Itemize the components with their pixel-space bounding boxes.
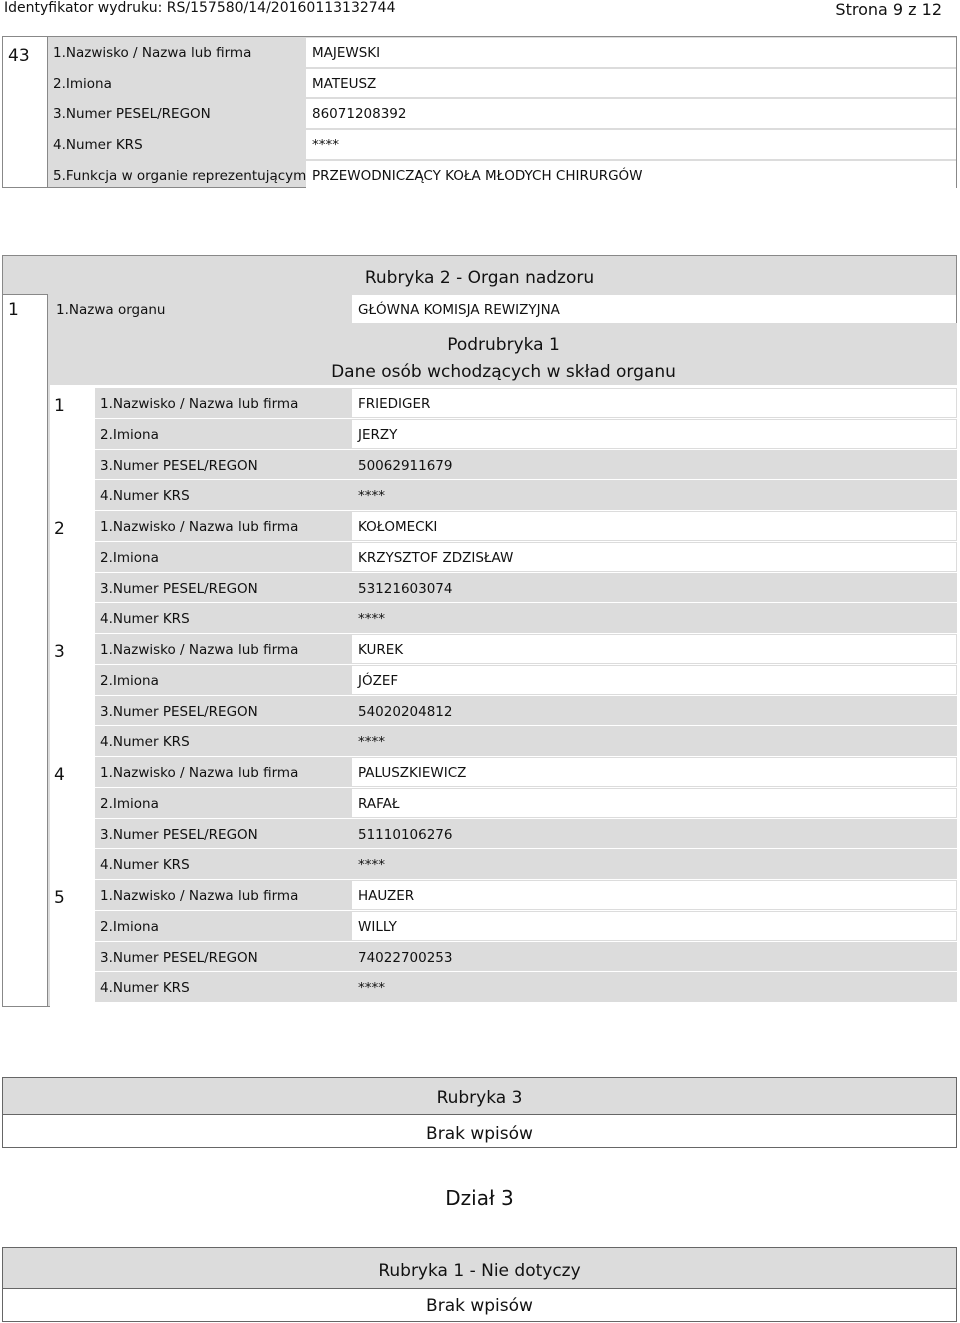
- person-field-label: 4.Numer KRS: [100, 488, 190, 505]
- entry-43-value-bg: [306, 130, 956, 159]
- person-field-label: 3.Numer PESEL/REGON: [100, 826, 258, 843]
- person-field-label: 3.Numer PESEL/REGON: [100, 949, 258, 966]
- person-field-value: ****: [358, 857, 385, 874]
- entry-43-value-bg: [306, 69, 956, 98]
- person-number: 2: [54, 519, 65, 539]
- person-field-value: HAUZER: [358, 888, 415, 904]
- person-field-value: PALUSZKIEWICZ: [358, 765, 467, 781]
- person-field-value: KRZYSZTOF ZDZISŁAW: [358, 549, 514, 566]
- person-field-label: 4.Numer KRS: [100, 611, 190, 628]
- person-value-bg: [352, 666, 956, 694]
- person-field-value: JÓZEF: [358, 672, 399, 689]
- person-number: 3: [54, 642, 65, 662]
- person-field-label: 1.Nazwisko / Nazwa lub firma: [100, 765, 299, 781]
- person-row-bg: [95, 603, 957, 633]
- person-row-bg: [95, 726, 957, 756]
- person-field-value: KOŁOMECKI: [358, 519, 438, 535]
- print-identifier: Identyfikator wydruku: RS/157580/14/20160113132744: [4, 0, 396, 16]
- rubryka1-body: Brak wpisów: [426, 1296, 533, 1316]
- person-value-bg: [352, 512, 956, 540]
- entry-43-field-label: 1.Nazwisko / Nazwa lub firma: [53, 45, 252, 61]
- person-field-value: RAFAŁ: [358, 795, 400, 812]
- person-field-label: 2.Imiona: [100, 795, 159, 812]
- person-field-label: 1.Nazwisko / Nazwa lub firma: [100, 642, 299, 658]
- dzial3-title: Dział 3: [445, 1186, 514, 1210]
- person-row-bg: [95, 480, 957, 510]
- person-row-bg: [95, 849, 957, 879]
- person-field-label: 4.Numer KRS: [100, 857, 190, 874]
- entry-43-field-label: 3.Numer PESEL/REGON: [53, 106, 211, 123]
- person-field-value: 51110106276: [358, 826, 453, 843]
- person-field-label: 1.Nazwisko / Nazwa lub firma: [100, 519, 299, 535]
- entry-43-field-value: MATEUSZ: [312, 75, 377, 92]
- person-number: 1: [54, 396, 65, 416]
- person-field-value: ****: [358, 734, 385, 751]
- person-field-label: 4.Numer KRS: [100, 734, 190, 751]
- person-field-label: 2.Imiona: [100, 426, 159, 443]
- person-field-label: 3.Numer PESEL/REGON: [100, 703, 258, 720]
- rubryka1-title: Rubryka 1 - Nie dotyczy: [378, 1261, 581, 1281]
- rubryka2-title: Rubryka 2 - Organ nadzoru: [364, 268, 595, 288]
- person-row-bg: [95, 972, 957, 1002]
- person-field-value: ****: [358, 611, 385, 628]
- rubryka2-number-cell: [2, 294, 48, 1007]
- entry-43-field-value: MAJEWSKI: [312, 45, 381, 61]
- person-field-label: 2.Imiona: [100, 672, 159, 689]
- podrubryka-title: Podrubryka 1: [447, 335, 560, 355]
- person-field-value: FRIEDIGER: [358, 396, 431, 412]
- person-field-value: 54020204812: [358, 703, 453, 720]
- person-value-bg: [352, 789, 956, 817]
- person-value-bg: [352, 389, 956, 417]
- person-field-value: KUREK: [358, 642, 404, 658]
- person-field-value: WILLY: [358, 918, 397, 935]
- rubryka3-title: Rubryka 3: [436, 1088, 523, 1108]
- person-field-label: 3.Numer PESEL/REGON: [100, 457, 258, 474]
- person-field-label: 1.Nazwisko / Nazwa lub firma: [100, 888, 299, 904]
- entry-43-field-label: 5.Funkcja w organie reprezentującym: [53, 167, 307, 184]
- person-field-value: 53121603074: [358, 580, 453, 597]
- person-number: 5: [54, 888, 65, 908]
- person-value-bg: [352, 635, 956, 663]
- person-field-label: 4.Numer KRS: [100, 980, 190, 997]
- person-field-label: 2.Imiona: [100, 549, 159, 566]
- person-value-bg: [352, 420, 956, 448]
- person-field-value: 74022700253: [358, 949, 453, 966]
- entry-43-field-value: ****: [312, 137, 339, 154]
- person-field-value: ****: [358, 488, 385, 505]
- entry-43-field-label: 2.Imiona: [53, 75, 112, 92]
- entry-43-number: 43: [8, 46, 30, 66]
- rubryka2-number: 1: [8, 300, 19, 320]
- person-value-bg: [352, 881, 956, 909]
- entry-43-field-value: 86071208392: [312, 106, 407, 123]
- person-field-value: JERZY: [358, 426, 398, 443]
- person-field-label: 1.Nazwisko / Nazwa lub firma: [100, 396, 299, 412]
- person-field-label: 2.Imiona: [100, 918, 159, 935]
- organ-label: 1.Nazwa organu: [56, 302, 166, 318]
- person-number: 4: [54, 765, 65, 785]
- person-field-label: 3.Numer PESEL/REGON: [100, 580, 258, 597]
- organ-value: GŁÓWNA KOMISJA REWIZYJNA: [358, 302, 560, 318]
- rubryka3-body: Brak wpisów: [426, 1124, 533, 1144]
- entry-43-field-value: PRZEWODNICZĄCY KOŁA MŁODYCH CHIRURGÓW: [312, 167, 643, 184]
- entry-43-value-bg: [306, 38, 956, 67]
- person-field-value: 50062911679: [358, 457, 453, 474]
- person-value-bg: [352, 912, 956, 940]
- person-field-value: ****: [358, 980, 385, 997]
- podrubryka-subtitle: Dane osób wchodzących w skład organu: [331, 362, 676, 382]
- page-number: Strona 9 z 12: [835, 0, 942, 19]
- entry-43-field-label: 4.Numer KRS: [53, 137, 143, 154]
